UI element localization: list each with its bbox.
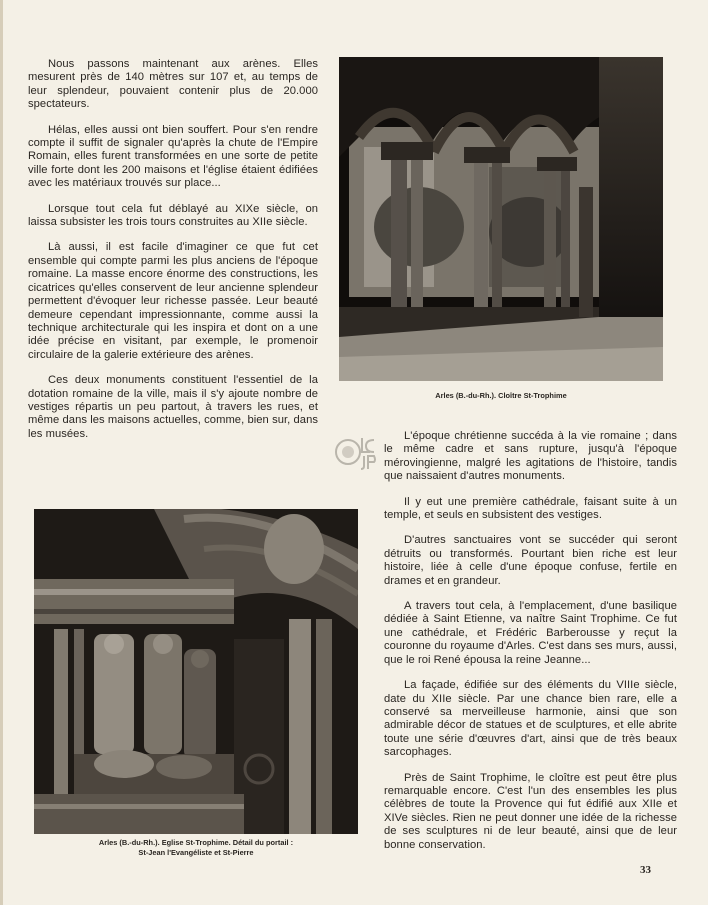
paragraph: L'époque chrétienne succéda à la vie romaine ; dans le même cadre et sans rupture, jusqu'à l'époque mérovingienne, malgré les agitations de l'histoire, tandis que naissaient d'autres monuments. bbox=[384, 430, 677, 483]
page-edge bbox=[0, 0, 3, 905]
portal-illustration bbox=[34, 509, 358, 834]
paragraph: A travers tout cela, à l'emplacement, d'une basilique dédiée à Saint Etienne, va naître Saint Trophime. Ce fut une cathédrale, et Frédéric Barberousse y reçut la couronne du royaume d'Arles. C'est dans ses murs, aussi, que le roi René épousa la reine Jeanne... bbox=[384, 600, 677, 666]
paragraph: Nous passons maintenant aux arènes. Elles mesurent près de 140 mètres sur 107 et, au temps de leur splendeur, pouvaient contenir plus de 20.000 spectateurs. bbox=[28, 58, 318, 111]
left-text-column bbox=[28, 58, 318, 453]
paragraph: Près de Saint Trophime, le cloître est peut être plus remarquable encore. C'est l'un des ensembles les plus célèbres de toute la Provence qui fut édifié aux XIIe et XIVe siècles. Rien ne peut donner une idée de la richesse de ses sculptures ni de leur beauté, ainsi que de leur bonne conservation. bbox=[384, 771, 677, 851]
paragraph: Lorsque tout cela fut déblayé au XIXe siècle, on laissa subsister les trois tours construites au XIIe siècle. bbox=[28, 202, 318, 229]
paragraph: Hélas, elles aussi ont bien souffert. Pour s'en rendre compte il suffit de signaler qu'après la chute de l'Empire Romain, elles furent transformées en une sorte de petite ville forte dont les 200 maisons et l'église étaient édifiées avec les matériaux trouvés sur place... bbox=[28, 123, 318, 190]
paragraph: Ces deux monuments constituent l'essentiel de la dotation romaine de la ville, mais il s'y ajoute nombre de vestiges répartis un peu partout, à travers les rues, et même dans les maisons actuelles, comme, bien sur, dans les musées. bbox=[28, 374, 318, 440]
cloister-illustration bbox=[339, 57, 663, 381]
paragraph: Là aussi, il est facile d'imaginer ce que fut cet ensemble qui compte parmi les plus anciens de l'époque romaine. La masse encore énorme des constructions, les cicatrices qu'elles conservent de leur ancienne splendeur permettent d'évoquer leur richesse passée. Leur beauté demeure cependant impressionnante, comme aussi la technique architecturale qui les inspira et dont on a une idée précise en visitant, par exemple, le promenoir circulaire de la galerie extérieure des arènes. bbox=[28, 241, 318, 361]
portal-photo bbox=[34, 509, 358, 834]
watermark-logo bbox=[334, 432, 378, 472]
portal-caption bbox=[34, 838, 358, 857]
cloister-photo bbox=[339, 57, 663, 381]
paragraph: Il y eut une première cathédrale, faisant suite à un temple, et seuls en subsistent des vestiges. bbox=[384, 495, 677, 522]
paragraph: D'autres sanctuaires vont se succéder qui seront détruits ou transformés. Pourtant bien riche est leur histoire, liée à celle d'une époque confuse, fertile en drames et en grandeur. bbox=[384, 534, 677, 587]
paragraph: La façade, édifiée sur des éléments du VIIIe siècle, date du XIIe siècle. Par une chance bien rare, elle a conservé sa merveilleuse harmonie, ainsi que son admirable décor de statues et de sculptures, et elle abrite toute une série d'œuvres d'art, ainsi que de très beaux sarcophages. bbox=[384, 679, 677, 759]
portal-caption-line-2: St-Jean l'Evangéliste et St-Pierre bbox=[138, 847, 254, 857]
right-text-column bbox=[384, 430, 677, 864]
portal-caption-line-1: Arles (B.-du-Rh.). Eglise St-Trophime. Détail du portail : bbox=[98, 838, 294, 847]
page-number: 33 bbox=[640, 864, 651, 876]
cloister-caption: Arles (B.-du-Rh.). Cloître St-Trophime bbox=[435, 391, 567, 400]
